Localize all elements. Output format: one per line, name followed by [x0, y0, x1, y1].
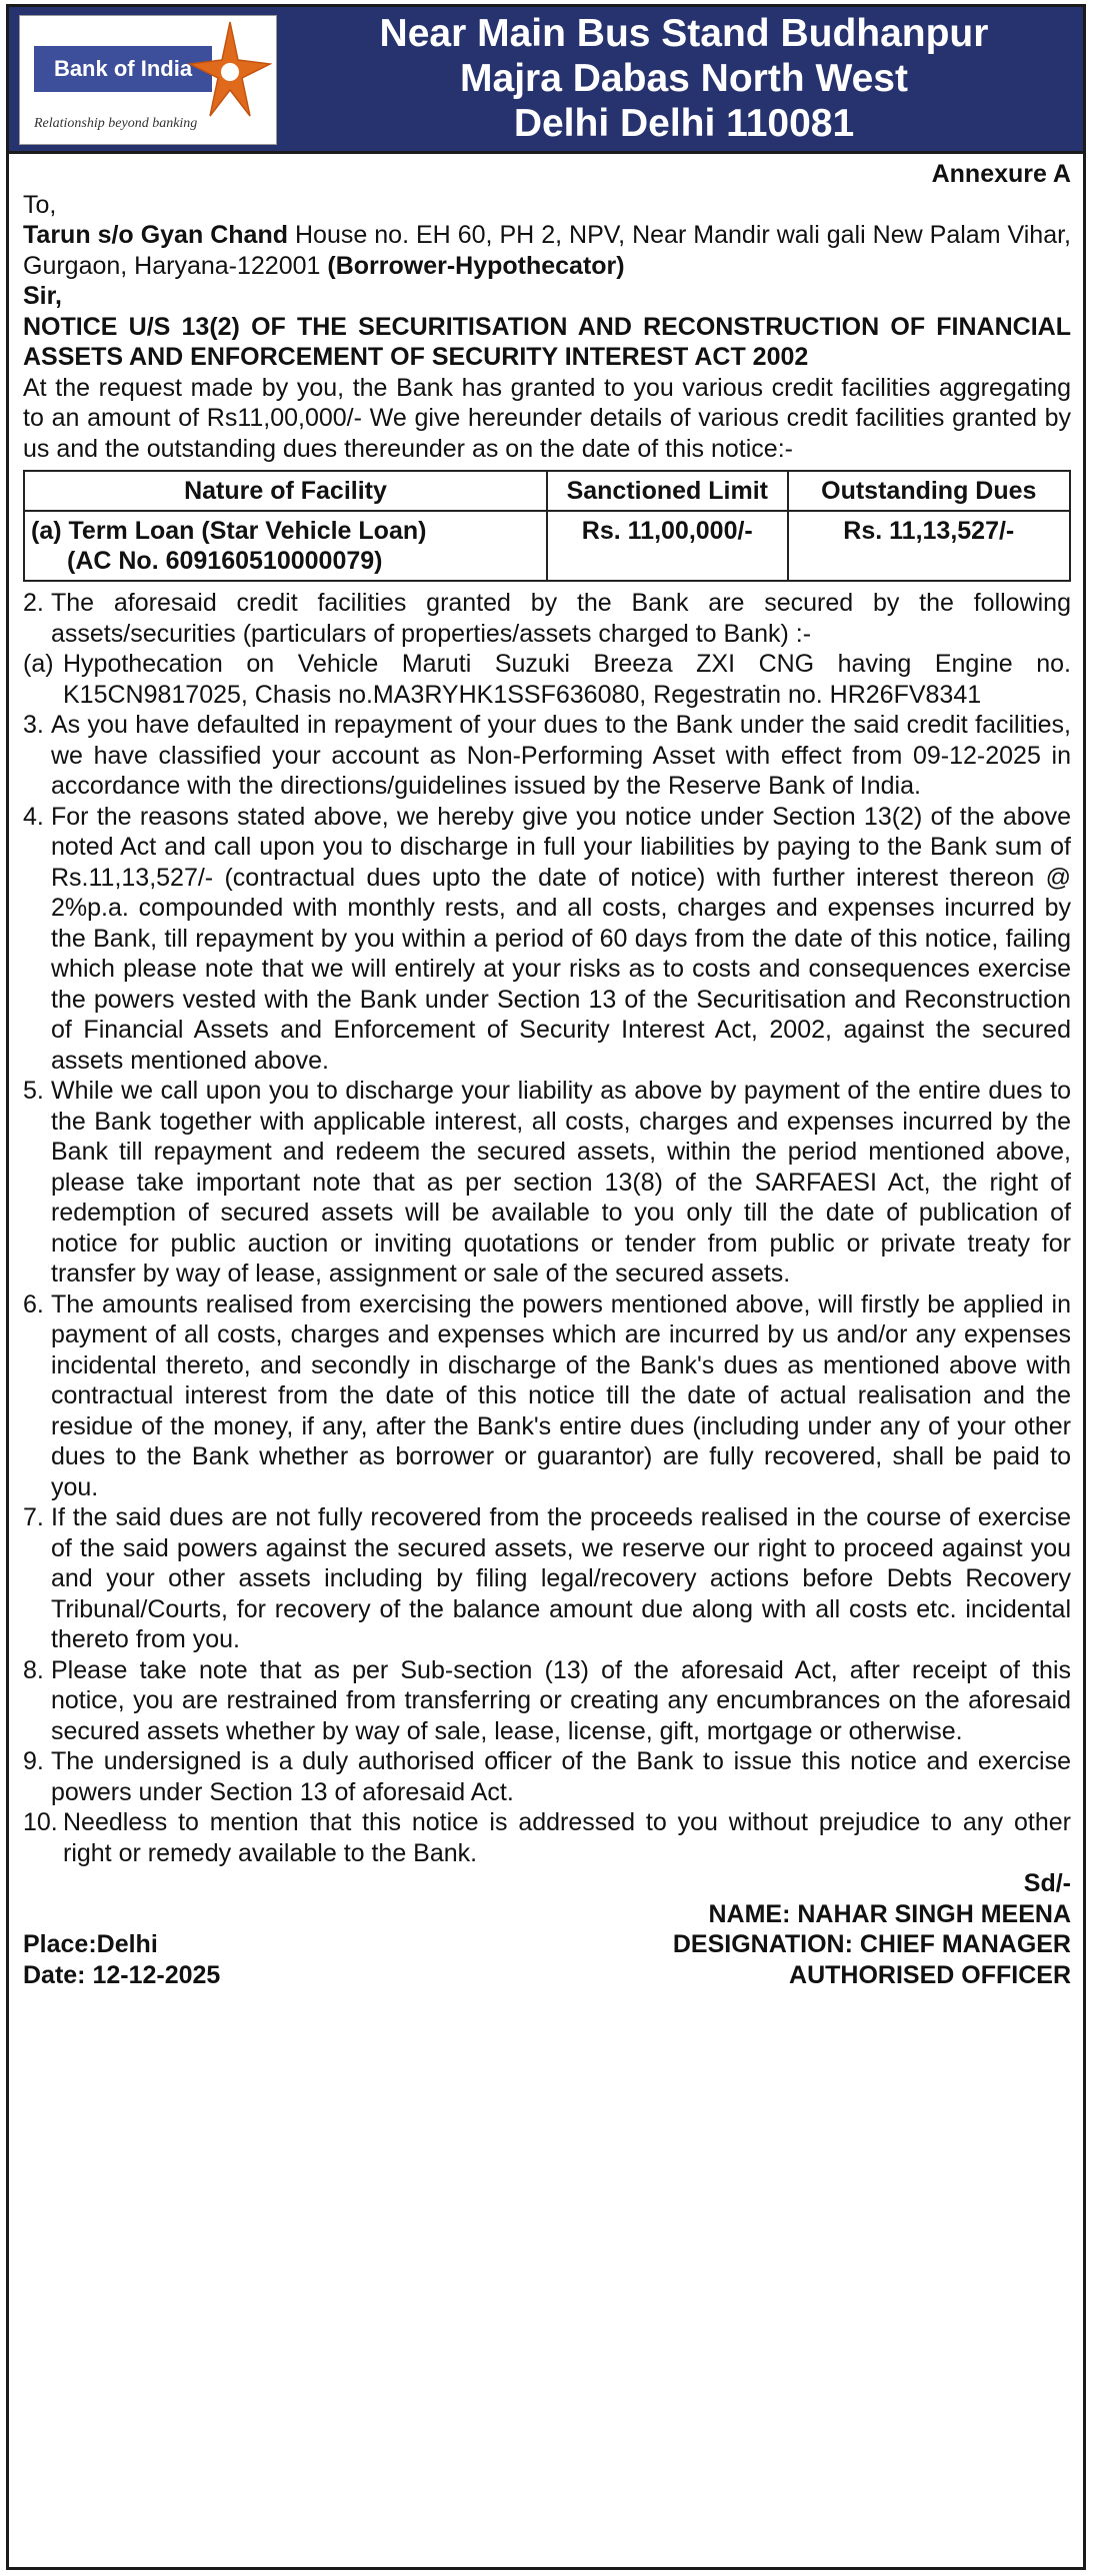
signatory-authority: AUTHORISED OFFICER	[789, 1960, 1071, 1989]
header-sanctioned: Sanctioned Limit	[547, 471, 788, 511]
signature-sd: Sd/-	[1023, 1869, 1071, 1897]
paragraph-7	[23, 1502, 1071, 1655]
paragraph-text: The aforesaid credit facilities granted by the Bank are secured by the following assets/securities (particulars of properties/assets charged to Bank) :-	[51, 589, 1071, 648]
paragraph-text: If the said dues are not fully recovered from the proceeds realised in the course of exercise of the said powers against the secured assets, we reserve our right to proceed against you and your other assets including by filing legal/recovery actions before Debts Recovery Tribunal/Courts, for recovery of the balance amount due along with all costs etc. incidental thereto from you.	[51, 1503, 1071, 1653]
paragraph-3	[23, 710, 1071, 802]
paragraph-text: Please take note that as per Sub-section (13) of the aforesaid Act, after receipt of this notice, you are restrained from transferring or creating any encumbrances on the aforesaid secured assets whether by way of sale, lease, license, gift, mortgage or otherwise.	[51, 1655, 1071, 1745]
paragraph-number: 4.	[23, 802, 44, 831]
annexure-label: Annexure A	[931, 160, 1071, 188]
signature-footer	[23, 1929, 1071, 1960]
branch-line-2: Majra Dabas North West	[460, 57, 908, 100]
branch-line-1: Near Main Bus Stand Budhanpur	[379, 12, 989, 55]
facility-cell	[24, 511, 547, 581]
paragraph-number: 10.	[23, 1808, 58, 1836]
intro-paragraph: At the request made by you, the Bank has granted to you various credit facilities aggregating to an amount of Rs11,00,000/- We give hereunder details of various credit facilities granted by us and the outstanding dues thereunder as on the date of this notice:-	[23, 373, 1071, 463]
addressee-address: House no. EH 60, PH 2, NPV, Near Mandir wali gali New Palam Vihar, Gurgaon, Haryana-122001	[23, 221, 1072, 280]
facility-name: (a) Term Loan (Star Vehicle Loan)	[31, 517, 427, 545]
paragraph-number: 2.	[23, 589, 44, 617]
notice-body	[23, 159, 1071, 1990]
signatory-designation: DESIGNATION: CHIEF MANAGER	[672, 1930, 1071, 1958]
paragraph-5	[23, 1076, 1071, 1289]
branch-address	[291, 11, 1077, 146]
paragraph-number: 3.	[23, 711, 44, 739]
paragraph-number: 6.	[23, 1289, 44, 1318]
paragraph-number: (a)	[23, 650, 54, 678]
paragraph-number: 7.	[23, 1503, 44, 1531]
to-label: To,	[23, 190, 57, 219]
outstanding-cell: Rs. 11,13,527/-	[788, 511, 1070, 581]
signatory-name: NAME: NAHAR SINGH MEENA	[708, 1899, 1071, 1928]
paragraph-text: For the reasons stated above, we hereby give you notice under Section 13(2) of the above noted Act and call upon you to discharge in full your liabilities by paying to the Bank sum of Rs.11,13,527/- (contractual dues upto the date of notice) with further interest thereon @ 2%p.a. compounded with monthly rests, and all costs, charges and expenses incurred by the Bank, till repayment by you within a period of 60 days from the date of this notice, failing which please note that we will entirely at your risks as to costs and consequences exercise the powers vested with the Bank under Section 13 of the Securitisation and Reconstruction of Financial Assets and Enforcement of Security Interest Act, 2002, against the secured assets mentioned above.	[51, 802, 1071, 1075]
paragraph-text: Needless to mention that this notice is addressed to you without prejudice to any other right or remedy available to the Bank.	[63, 1808, 1071, 1867]
facility-table-header	[24, 471, 1070, 511]
notice-page	[6, 4, 1086, 2570]
date-footer	[23, 1960, 1071, 1991]
star-icon	[188, 20, 272, 120]
paragraph-2	[23, 588, 1071, 649]
branch-line-3: Delhi Delhi 110081	[513, 102, 855, 145]
paragraph-text: As you have defaulted in repayment of your dues to the Bank under the said credit facilities, we have classified your account as Non-Performing Asset with effect from 09-12-2025 in accordance with the directions/guidelines issued by the Reserve Bank of India.	[51, 711, 1071, 800]
paragraph-2a	[23, 649, 1071, 710]
paragraph-number: 8.	[23, 1655, 44, 1684]
paragraph-6	[23, 1289, 1071, 1503]
paragraph-text: Hypothecation on Vehicle Maruti Suzuki Breeza ZXI CNG having Engine no. K15CN9817025, Chasis no.MA3RYHK1SSF636080, Regestratin no. HR26FV8341	[63, 650, 1071, 709]
addressee-role: (Borrower-Hypothecator)	[327, 251, 625, 280]
paragraph-text: The undersigned is a duly authorised officer of the Bank to issue this notice and exercise powers under Section 13 of aforesaid Act.	[51, 1747, 1071, 1806]
facility-account: (AC No. 609160510000079)	[67, 547, 383, 575]
paragraph-10	[23, 1807, 1071, 1868]
salutation: Sir,	[23, 282, 62, 310]
notice-header	[9, 7, 1083, 154]
facility-table	[23, 470, 1071, 582]
notice-title: NOTICE U/S 13(2) OF THE SECURITISATION AND RECONSTRUCTION OF FINANCIAL ASSETS AND ENFORCEMENT OF SECURITY INTEREST ACT 2002	[23, 312, 1071, 371]
date-label: Date: 12-12-2025	[23, 1960, 221, 1989]
paragraph-text: While we call upon you to discharge your liability as above by payment of the entire dues to the Bank together with applicable interest, all costs, charges and expenses incurred by the Bank till repayment and redeem the secured assets, within the period mentioned above, please take important note that as per section 13(8) of the SARFAESI Act, the right of redemption of secured assets will be available to you only till the date of publication of notice for public auction or inviting quotations or tender from public or private treaty for transfer by way of lease, assignment or sale of the secured assets.	[51, 1077, 1071, 1288]
bank-logo-tagline: Relationship beyond banking	[34, 116, 198, 131]
header-nature: Nature of Facility	[24, 471, 547, 511]
paragraph-text: The amounts realised from exercising the powers mentioned above, will firstly be applied in payment of all costs, charges and expenses which are incurred by us and/or any expenses incidental thereto, and secondly in discharge of the Bank's dues as mentioned above with contractual interest from the date of this notice till the date of actual realisation and the residue of the money, if any, after the Bank's entire dues (including under any of your other dues to the Bank whether as borrower or guarantor) are fully recovered, shall be paid to you.	[51, 1289, 1071, 1501]
paragraph-number: 9.	[23, 1747, 44, 1775]
addressee-name: Tarun s/o Gyan Chand	[23, 221, 288, 249]
bank-logo	[19, 15, 277, 145]
paragraph-8	[23, 1655, 1071, 1747]
place-label: Place:Delhi	[23, 1930, 158, 1958]
bank-logo-name: Bank of India	[34, 46, 212, 92]
header-outstanding: Outstanding Dues	[788, 471, 1070, 511]
table-row	[24, 511, 1070, 581]
sanctioned-cell: Rs. 11,00,000/-	[547, 511, 788, 581]
paragraph-9	[23, 1746, 1071, 1807]
paragraph-number: 5.	[23, 1077, 44, 1105]
paragraph-4	[23, 802, 1071, 1077]
addressee-block	[23, 220, 1071, 281]
